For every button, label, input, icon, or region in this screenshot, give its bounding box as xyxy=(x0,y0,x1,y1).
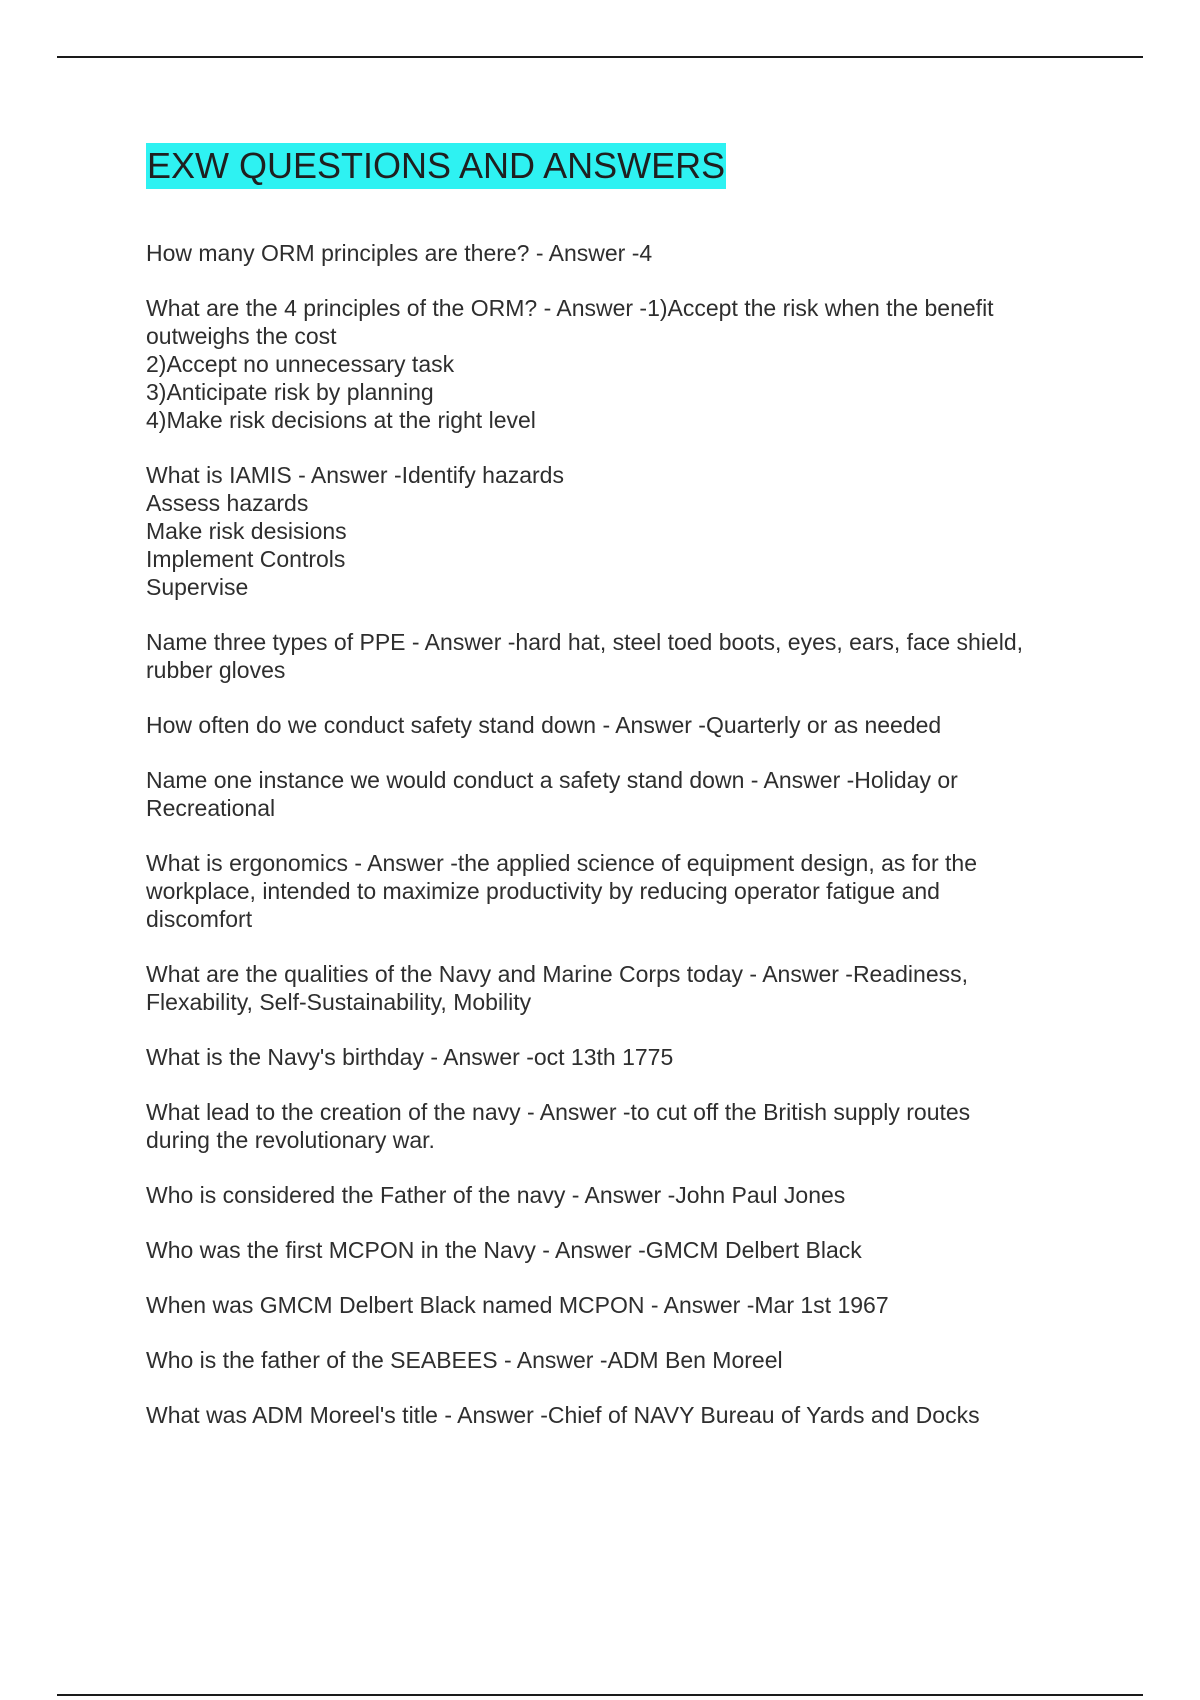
qa-item: What is ergonomics - Answer -the applied science of equipment design, as for the workplace, intended to maximize productivity by reducing operator fatigue and discomfort xyxy=(146,850,977,932)
qa-item: What is IAMIS - Answer -Identify hazards Assess hazards Make risk desisions Implement Controls Supervise xyxy=(146,462,564,600)
page-content xyxy=(146,143,1106,1456)
qa-item: Name one instance we would conduct a safety stand down - Answer -Holiday or Recreational xyxy=(146,767,958,821)
qa-item: Name three types of PPE - Answer -hard hat, steel toed boots, eyes, ears, face shield, rubber gloves xyxy=(146,629,1024,683)
qa-item: What are the qualities of the Navy and Marine Corps today - Answer -Readiness, Flexability, Self-Sustainability, Mobility xyxy=(146,961,969,1015)
qa-item: How often do we conduct safety stand down - Answer -Quarterly or as needed xyxy=(146,712,942,738)
qa-list xyxy=(146,239,1106,1429)
qa-item: What lead to the creation of the navy - Answer -to cut off the British supply routes during the revolutionary war. xyxy=(146,1099,971,1153)
bottom-rule xyxy=(57,1694,1143,1696)
qa-item: What is the Navy's birthday - Answer -oct 13th 1775 xyxy=(146,1044,674,1070)
document-title: EXW QUESTIONS AND ANSWERS xyxy=(146,143,726,189)
qa-item: What are the 4 principles of the ORM? - Answer -1)Accept the risk when the benefit outweighs the cost 2)Accept no unnecessary task 3)Anticipate risk by planning 4)Make risk decisions at the right level xyxy=(146,295,994,433)
qa-item: What was ADM Moreel's title - Answer -Chief of NAVY Bureau of Yards and Docks xyxy=(146,1402,980,1428)
qa-item: Who was the first MCPON in the Navy - Answer -GMCM Delbert Black xyxy=(146,1237,862,1263)
qa-item: How many ORM principles are there? - Answer -4 xyxy=(146,240,653,266)
qa-item: Who is considered the Father of the navy - Answer -John Paul Jones xyxy=(146,1182,846,1208)
qa-item: When was GMCM Delbert Black named MCPON - Answer -Mar 1st 1967 xyxy=(146,1292,889,1318)
top-rule xyxy=(57,56,1143,58)
qa-item: Who is the father of the SEABEES - Answer -ADM Ben Moreel xyxy=(146,1347,783,1373)
